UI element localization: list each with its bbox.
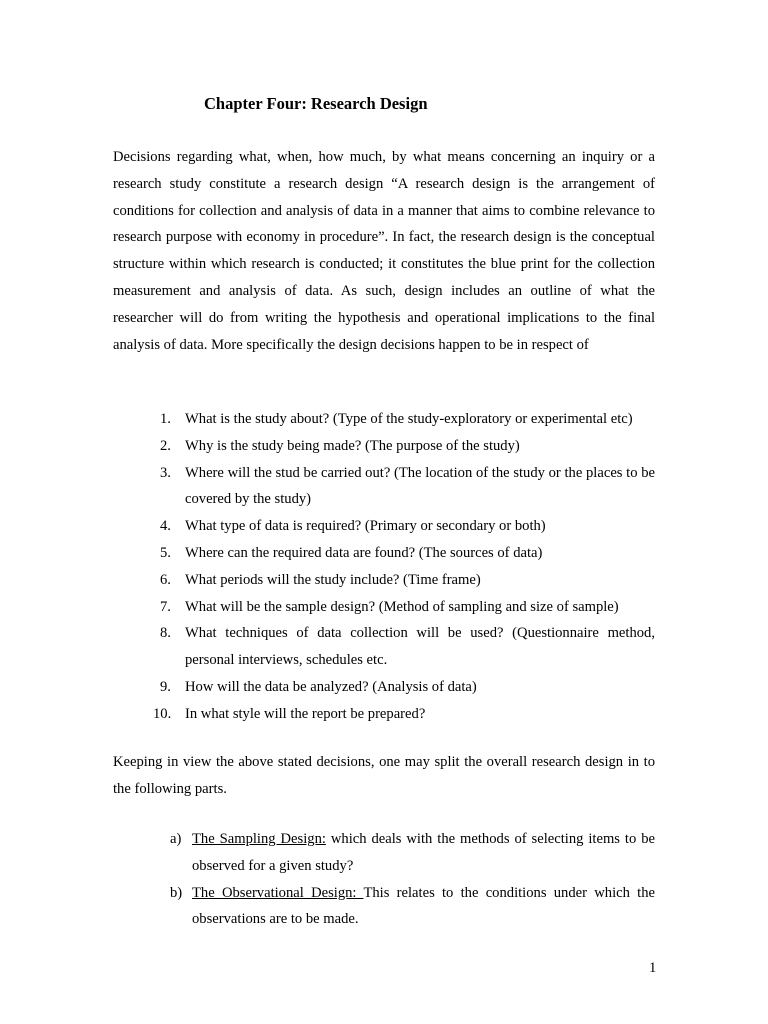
part-term: The Observational Design: xyxy=(192,884,364,901)
list-number: 3. xyxy=(160,464,171,481)
list-number: 2. xyxy=(160,437,171,454)
list-item-text: Where can the required data are found? (The sources of data) xyxy=(185,544,543,561)
list-number: 7. xyxy=(160,598,171,615)
list-number: 9. xyxy=(160,678,171,695)
list-item-text: What will be the sample design? (Method of sampling and size of sample) xyxy=(185,598,619,615)
list-item xyxy=(113,674,655,701)
list-item xyxy=(113,620,655,674)
chapter-title: Chapter Four: Research Design xyxy=(204,94,428,113)
list-number: 6. xyxy=(160,571,171,588)
list-item xyxy=(113,826,655,880)
list-letter: b) xyxy=(170,884,183,901)
research-questions-list xyxy=(113,406,655,728)
list-number: 10. xyxy=(153,705,172,722)
list-item-text: Why is the study being made? (The purpose of the study) xyxy=(185,437,520,454)
list-item xyxy=(113,880,655,934)
list-item xyxy=(113,406,655,433)
part-description: which deals with the methods of selecting items to be observed for a given study? xyxy=(192,831,655,874)
design-parts-list xyxy=(113,826,655,933)
part-term: The Sampling Design: xyxy=(192,831,326,847)
list-number: 8. xyxy=(160,625,171,642)
list-item xyxy=(113,433,655,460)
list-item-text: What techniques of data collection will be used? (Questionnaire method, personal interviews, schedules etc. xyxy=(185,625,655,669)
list-item xyxy=(113,594,655,621)
list-number: 1. xyxy=(160,411,171,427)
list-item xyxy=(113,513,655,540)
list-item-text: How will the data be analyzed? (Analysis of data) xyxy=(185,678,477,695)
list-item-text: What is the study about? (Type of the study-exploratory or experimental etc) xyxy=(185,411,633,427)
list-item xyxy=(113,567,655,594)
list-number: 5. xyxy=(160,544,171,561)
list-item-text: What type of data is required? (Primary or secondary or both) xyxy=(185,518,546,535)
list-number: 4. xyxy=(160,518,171,535)
list-item-text: In what style will the report be prepared? xyxy=(185,705,426,722)
list-item xyxy=(113,460,655,514)
list-letter: a) xyxy=(170,831,182,847)
split-paragraph: Keeping in view the above stated decisions, one may split the overall research design in to the following parts. xyxy=(113,754,655,797)
page-number: 1 xyxy=(649,960,657,976)
list-item-text: Where will the stud be carried out? (The location of the study or the places to be covered by the study) xyxy=(185,464,655,508)
intro-paragraph: Decisions regarding what, when, how much, by what means concerning an inquiry or a research study constitute a research design “A research design is the arrangement of conditions for collection and analysis of data in a manner that aims to combine relevance to research purpose with economy in procedure”. In fact, the research design is the conceptual structure within which research is conducted; it constitutes the blue print for the collection measurement and analysis of data. As such, design includes an outline of what the researcher will do from writing the hypothesis and operational implications to the final analysis of data. More specifically the design decisions happen to be in respect of xyxy=(113,149,655,353)
part-description: This relates to the conditions under which the observations are to be made. xyxy=(192,884,655,928)
list-item-text: What periods will the study include? (Time frame) xyxy=(185,571,481,588)
list-item xyxy=(113,540,655,567)
list-item xyxy=(113,701,655,728)
